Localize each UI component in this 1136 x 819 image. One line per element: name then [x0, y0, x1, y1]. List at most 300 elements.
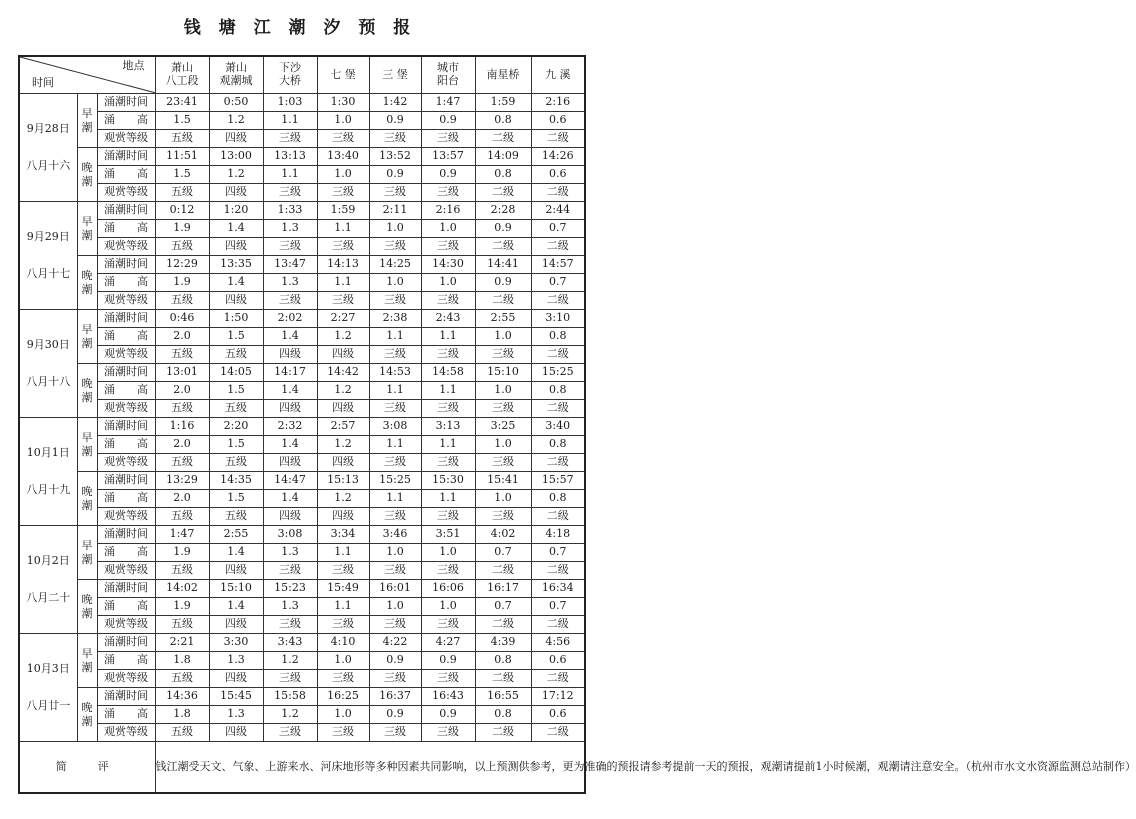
viewing-grade-cell: 四级: [263, 454, 317, 472]
tide-time-cell: 13:40: [317, 148, 369, 166]
tide-time-cell: 3:30: [209, 634, 263, 652]
tide-forecast-table: [18, 55, 1136, 794]
tide-height-cell: 1.4: [263, 490, 317, 508]
tide-time-cell: 1:59: [475, 94, 531, 112]
tide-time-cell: 0:50: [209, 94, 263, 112]
tide-time-cell: 1:42: [369, 94, 421, 112]
tide-height-cell: 1.0: [369, 598, 421, 616]
tide-time-cell: 1:47: [421, 94, 475, 112]
table-row: [19, 598, 585, 616]
tide-height-cell: 0.6: [531, 706, 585, 724]
tide-time-cell: 15:30: [421, 472, 475, 490]
lunar-date: 八月十七: [26, 266, 71, 280]
tide-height-cell: 1.3: [209, 706, 263, 724]
viewing-grade-cell: 二级: [475, 238, 531, 256]
viewing-grade-cell: 二级: [531, 292, 585, 310]
viewing-grade-cell: 三级: [421, 400, 475, 418]
lunar-date: 八月廿一: [26, 698, 71, 712]
tide-height-cell: 1.0: [369, 274, 421, 292]
tide-time-cell: 17:12: [531, 688, 585, 706]
tide-height-cell: 1.0: [369, 544, 421, 562]
viewing-grade-cell: 三级: [369, 562, 421, 580]
tide-height-cell: 1.5: [209, 328, 263, 346]
viewing-grade-cell: 三级: [263, 184, 317, 202]
viewing-grade-cell: 三级: [263, 130, 317, 148]
tide-time-cell: 2:20: [209, 418, 263, 436]
location-name-line: 萧山: [225, 61, 247, 75]
viewing-grade-cell: 五级: [209, 400, 263, 418]
tide-time-cell: 2:16: [531, 94, 585, 112]
tide-height-cell: 1.0: [421, 544, 475, 562]
location-header: [317, 56, 369, 94]
viewing-grade-cell: 二级: [531, 562, 585, 580]
viewing-grade-cell: 四级: [317, 346, 369, 364]
item-label: 观赏等级: [97, 670, 155, 688]
tide-height-cell: 1.5: [155, 166, 209, 184]
tide-time-cell: 15:45: [209, 688, 263, 706]
item-label: 涌 高: [97, 598, 155, 616]
tide-height-cell: 1.4: [209, 220, 263, 238]
table-row: [19, 706, 585, 724]
tide-period-char: 早: [81, 430, 93, 444]
viewing-grade-cell: 三级: [317, 238, 369, 256]
viewing-grade-cell: 四级: [209, 238, 263, 256]
item-label: 涌 高: [97, 544, 155, 562]
viewing-grade-cell: 三级: [317, 670, 369, 688]
tide-height-cell: 2.0: [155, 382, 209, 400]
tide-height-cell: 1.5: [209, 490, 263, 508]
tide-height-cell: 1.2: [317, 328, 369, 346]
item-label: 涌 高: [97, 706, 155, 724]
location-header: [369, 56, 421, 94]
tide-height-cell: 1.5: [155, 112, 209, 130]
tide-height-cell: 0.9: [369, 652, 421, 670]
table-row: [19, 94, 585, 112]
item-label: 涌 高: [97, 490, 155, 508]
viewing-grade-cell: 五级: [155, 292, 209, 310]
tide-height-cell: 1.1: [369, 490, 421, 508]
location-header: [531, 56, 585, 94]
tide-period-char: 潮: [81, 498, 93, 512]
viewing-grade-cell: 五级: [155, 508, 209, 526]
tide-time-cell: 14:09: [475, 148, 531, 166]
date-cell: [19, 202, 77, 310]
location-header: [155, 56, 209, 94]
viewing-grade-cell: 五级: [209, 454, 263, 472]
location-name-line: 七 堡: [330, 67, 356, 81]
table-row: [19, 490, 585, 508]
location-header: [475, 56, 531, 94]
viewing-grade-cell: 三级: [369, 670, 421, 688]
tide-period-char: 潮: [81, 444, 93, 458]
viewing-grade-cell: 三级: [369, 130, 421, 148]
tide-height-cell: 1.4: [209, 274, 263, 292]
tide-period-char: 潮: [81, 174, 93, 188]
tide-period-label: [77, 580, 97, 634]
tide-time-cell: 2:27: [317, 310, 369, 328]
tide-period-char: 晚: [81, 160, 93, 174]
tide-time-cell: 12:29: [155, 256, 209, 274]
location-name-line: 九 溪: [545, 67, 571, 81]
viewing-grade-cell: 二级: [531, 130, 585, 148]
tide-time-cell: 0:46: [155, 310, 209, 328]
tide-height-cell: 0.6: [531, 166, 585, 184]
tide-time-cell: 14:41: [475, 256, 531, 274]
tide-time-cell: 1:47: [155, 526, 209, 544]
tide-time-cell: 1:03: [263, 94, 317, 112]
solar-date: 9月30日: [26, 337, 70, 351]
tide-height-cell: 0.9: [421, 652, 475, 670]
item-label: 涌 高: [97, 652, 155, 670]
table-row: [19, 166, 585, 184]
tide-height-cell: 1.9: [155, 274, 209, 292]
tide-height-cell: 1.1: [369, 382, 421, 400]
tide-time-cell: 13:13: [263, 148, 317, 166]
viewing-grade-cell: 二级: [475, 562, 531, 580]
date-cell: [19, 526, 77, 634]
item-label: 涌潮时间: [97, 580, 155, 598]
solar-date: 9月28日: [26, 121, 70, 135]
tide-height-cell: 0.7: [531, 274, 585, 292]
tide-time-cell: 2:16: [421, 202, 475, 220]
tide-height-cell: 0.8: [531, 328, 585, 346]
tide-height-cell: 1.4: [209, 598, 263, 616]
tide-height-cell: 1.1: [263, 112, 317, 130]
tide-height-cell: 1.0: [317, 166, 369, 184]
tide-height-cell: 1.5: [209, 436, 263, 454]
tide-height-cell: 1.2: [263, 652, 317, 670]
tide-time-cell: 13:57: [421, 148, 475, 166]
comment-row: [19, 742, 585, 794]
tide-time-cell: 14:02: [155, 580, 209, 598]
viewing-grade-cell: 三级: [369, 508, 421, 526]
tide-height-cell: 1.0: [475, 490, 531, 508]
tide-time-cell: 2:32: [263, 418, 317, 436]
tide-height-cell: 1.0: [369, 220, 421, 238]
tide-height-cell: 0.7: [531, 544, 585, 562]
viewing-grade-cell: 二级: [531, 670, 585, 688]
viewing-grade-cell: 二级: [475, 184, 531, 202]
tide-time-cell: 15:13: [317, 472, 369, 490]
tide-height-cell: 2.0: [155, 328, 209, 346]
item-label: 涌潮时间: [97, 688, 155, 706]
place-label: 地点: [122, 59, 145, 72]
tide-time-cell: 14:47: [263, 472, 317, 490]
tide-time-cell: 1:30: [317, 94, 369, 112]
table-row: [19, 454, 585, 472]
tide-period-label: [77, 202, 97, 256]
tide-time-cell: 16:17: [475, 580, 531, 598]
tide-height-cell: 1.9: [155, 220, 209, 238]
tide-time-cell: 14:30: [421, 256, 475, 274]
viewing-grade-cell: 四级: [209, 562, 263, 580]
tide-time-cell: 3:10: [531, 310, 585, 328]
solar-date: 9月29日: [26, 229, 70, 243]
tide-period-label: [77, 472, 97, 526]
viewing-grade-cell: 三级: [421, 616, 475, 634]
lunar-date: 八月十八: [26, 374, 71, 388]
tide-time-cell: 15:49: [317, 580, 369, 598]
tide-height-cell: 1.1: [369, 328, 421, 346]
location-name-line: 八工段: [165, 74, 199, 87]
tide-period-char: 早: [81, 538, 93, 552]
date-cell: [19, 310, 77, 418]
tide-time-cell: 4:56: [531, 634, 585, 652]
tide-height-cell: 1.2: [317, 436, 369, 454]
tide-period-char: 早: [81, 646, 93, 660]
tide-time-cell: 14:17: [263, 364, 317, 382]
tide-time-cell: 15:25: [369, 472, 421, 490]
table-row: [19, 238, 585, 256]
viewing-grade-cell: 三级: [475, 454, 531, 472]
viewing-grade-cell: 五级: [155, 562, 209, 580]
item-label: 涌潮时间: [97, 256, 155, 274]
tide-height-cell: 1.1: [317, 274, 369, 292]
tide-period-label: [77, 310, 97, 364]
table-row: [19, 580, 585, 598]
viewing-grade-cell: 五级: [155, 130, 209, 148]
tide-height-cell: 1.8: [155, 706, 209, 724]
viewing-grade-cell: 二级: [531, 616, 585, 634]
viewing-grade-cell: 三级: [263, 562, 317, 580]
lunar-date: 八月十六: [26, 158, 71, 172]
tide-period-label: [77, 688, 97, 742]
tide-height-cell: 1.3: [263, 274, 317, 292]
tide-time-cell: 2:44: [531, 202, 585, 220]
tide-time-cell: 16:37: [369, 688, 421, 706]
viewing-grade-cell: 三级: [317, 130, 369, 148]
viewing-grade-cell: 三级: [317, 616, 369, 634]
tide-height-cell: 0.9: [475, 274, 531, 292]
tide-height-cell: 0.9: [475, 220, 531, 238]
tide-time-cell: 15:23: [263, 580, 317, 598]
location-header: [421, 56, 475, 94]
viewing-grade-cell: 四级: [209, 670, 263, 688]
tide-time-cell: 14:26: [531, 148, 585, 166]
viewing-grade-cell: 三级: [475, 400, 531, 418]
tide-height-cell: 0.8: [531, 436, 585, 454]
tide-time-cell: 13:01: [155, 364, 209, 382]
tide-time-cell: 14:35: [209, 472, 263, 490]
viewing-grade-cell: 三级: [421, 562, 475, 580]
solar-date: 10月2日: [26, 553, 70, 567]
viewing-grade-cell: 四级: [317, 454, 369, 472]
lunar-date: 八月二十: [26, 590, 71, 604]
tide-period-char: 潮: [81, 336, 93, 350]
viewing-grade-cell: 四级: [263, 346, 317, 364]
tide-time-cell: 2:55: [209, 526, 263, 544]
viewing-grade-cell: 三级: [369, 400, 421, 418]
viewing-grade-cell: 四级: [209, 184, 263, 202]
item-label: 涌 高: [97, 328, 155, 346]
viewing-grade-cell: 三级: [421, 184, 475, 202]
table-row: [19, 382, 585, 400]
tide-height-cell: 1.4: [263, 382, 317, 400]
item-label: 涌 高: [97, 166, 155, 184]
viewing-grade-cell: 三级: [421, 670, 475, 688]
viewing-grade-cell: 二级: [531, 184, 585, 202]
tide-period-char: 潮: [81, 228, 93, 242]
tide-time-cell: 14:53: [369, 364, 421, 382]
tide-time-cell: 2:38: [369, 310, 421, 328]
viewing-grade-cell: 三级: [369, 616, 421, 634]
tide-period-char: 晚: [81, 592, 93, 606]
tide-height-cell: 1.2: [209, 166, 263, 184]
tide-height-cell: 1.1: [317, 220, 369, 238]
tide-height-cell: 1.3: [263, 598, 317, 616]
solar-date: 10月3日: [26, 661, 70, 675]
tide-height-cell: 1.0: [421, 274, 475, 292]
viewing-grade-cell: 二级: [475, 670, 531, 688]
tide-time-cell: 16:06: [421, 580, 475, 598]
tide-height-cell: 1.0: [317, 652, 369, 670]
table-row: [19, 418, 585, 436]
viewing-grade-cell: 三级: [475, 346, 531, 364]
tide-time-cell: 3:51: [421, 526, 475, 544]
viewing-grade-cell: 五级: [155, 238, 209, 256]
tide-time-cell: 3:13: [421, 418, 475, 436]
tide-time-cell: 23:41: [155, 94, 209, 112]
tide-time-cell: 15:10: [209, 580, 263, 598]
viewing-grade-cell: 四级: [317, 400, 369, 418]
viewing-grade-cell: 五级: [209, 346, 263, 364]
viewing-grade-cell: 五级: [155, 616, 209, 634]
table-row: [19, 724, 585, 742]
viewing-grade-cell: 三级: [263, 292, 317, 310]
tide-time-cell: 4:22: [369, 634, 421, 652]
time-label: 时间: [32, 76, 54, 90]
tide-time-cell: 4:18: [531, 526, 585, 544]
tide-period-char: 晚: [81, 700, 93, 714]
item-label: 观赏等级: [97, 616, 155, 634]
tide-height-cell: 0.8: [475, 706, 531, 724]
tide-height-cell: 0.8: [475, 112, 531, 130]
tide-time-cell: 3:08: [263, 526, 317, 544]
item-label: 涌潮时间: [97, 94, 155, 112]
table-row: [19, 328, 585, 346]
tide-period-label: [77, 94, 97, 148]
viewing-grade-cell: 三级: [263, 616, 317, 634]
viewing-grade-cell: 四级: [209, 130, 263, 148]
viewing-grade-cell: 四级: [263, 400, 317, 418]
tide-height-cell: 1.3: [263, 544, 317, 562]
tide-time-cell: 14:42: [317, 364, 369, 382]
item-label: 涌潮时间: [97, 202, 155, 220]
table-row: [19, 220, 585, 238]
viewing-grade-cell: 四级: [209, 616, 263, 634]
location-name-line: 观潮城: [219, 74, 253, 87]
tide-time-cell: 4:39: [475, 634, 531, 652]
tide-time-cell: 1:59: [317, 202, 369, 220]
item-label: 涌潮时间: [97, 364, 155, 382]
viewing-grade-cell: 三级: [369, 292, 421, 310]
location-header: [263, 56, 317, 94]
comment-text: 钱江潮受天文、气象、上游来水、河床地形等多种因素共同影响，以上预测供参考，更为准确的预报请参考提前一天的预报，观潮请提前1小时候潮，观潮请注意安全。（杭州市水文水资源监测总站制作）: [155, 742, 585, 794]
viewing-grade-cell: 四级: [263, 508, 317, 526]
item-label: 涌潮时间: [97, 526, 155, 544]
tide-height-cell: 2.0: [155, 490, 209, 508]
table-row: [19, 472, 585, 490]
lunar-date: 八月十九: [26, 482, 71, 496]
tide-height-cell: 0.9: [369, 112, 421, 130]
tide-height-cell: 1.2: [263, 706, 317, 724]
tide-period-char: 潮: [81, 714, 93, 728]
tide-height-cell: 1.1: [421, 490, 475, 508]
viewing-grade-cell: 三级: [421, 508, 475, 526]
tide-height-cell: 1.1: [421, 436, 475, 454]
table-row: [19, 616, 585, 634]
tide-period-char: 晚: [81, 268, 93, 282]
tide-height-cell: 0.9: [369, 166, 421, 184]
tide-height-cell: 1.0: [475, 436, 531, 454]
tide-period-char: 潮: [81, 606, 93, 620]
tide-height-cell: 1.1: [317, 544, 369, 562]
tide-period-char: 晚: [81, 376, 93, 390]
tide-height-cell: 0.9: [369, 706, 421, 724]
table-row: [19, 310, 585, 328]
tide-height-cell: 1.0: [317, 706, 369, 724]
tide-period-label: [77, 148, 97, 202]
tide-time-cell: 3:08: [369, 418, 421, 436]
tide-time-cell: 3:40: [531, 418, 585, 436]
tide-height-cell: 0.7: [531, 598, 585, 616]
tide-time-cell: 14:58: [421, 364, 475, 382]
tide-period-char: 早: [81, 106, 93, 120]
tide-period-label: [77, 526, 97, 580]
tide-height-cell: 1.3: [263, 220, 317, 238]
item-label: 涌 高: [97, 436, 155, 454]
viewing-grade-cell: 三级: [369, 724, 421, 742]
table-row: [19, 148, 585, 166]
tide-time-cell: 1:20: [209, 202, 263, 220]
tide-height-cell: 1.9: [155, 544, 209, 562]
table-row: [19, 130, 585, 148]
tide-period-label: [77, 418, 97, 472]
tide-time-cell: 2:11: [369, 202, 421, 220]
item-label: 观赏等级: [97, 562, 155, 580]
tide-time-cell: 2:21: [155, 634, 209, 652]
viewing-grade-cell: 三级: [421, 292, 475, 310]
tide-height-cell: 0.8: [475, 166, 531, 184]
header-corner: [19, 56, 155, 94]
item-label: 观赏等级: [97, 508, 155, 526]
table-row: [19, 346, 585, 364]
tide-height-cell: 0.8: [531, 490, 585, 508]
viewing-grade-cell: 三级: [317, 292, 369, 310]
tide-height-cell: 0.6: [531, 652, 585, 670]
tide-time-cell: 14:05: [209, 364, 263, 382]
viewing-grade-cell: 四级: [209, 724, 263, 742]
tide-period-label: [77, 634, 97, 688]
tide-time-cell: 16:34: [531, 580, 585, 598]
item-label: 观赏等级: [97, 130, 155, 148]
viewing-grade-cell: 三级: [369, 454, 421, 472]
tide-height-cell: 1.0: [475, 382, 531, 400]
date-cell: [19, 94, 77, 202]
table-row: [19, 652, 585, 670]
location-name-line: 南星桥: [486, 67, 520, 81]
item-label: 观赏等级: [97, 292, 155, 310]
tide-time-cell: 15:58: [263, 688, 317, 706]
viewing-grade-cell: 三级: [421, 724, 475, 742]
viewing-grade-cell: 三级: [369, 346, 421, 364]
tide-period-char: 早: [81, 322, 93, 336]
tide-height-cell: 1.2: [209, 112, 263, 130]
viewing-grade-cell: 三级: [263, 670, 317, 688]
viewing-grade-cell: 三级: [263, 238, 317, 256]
tide-period-char: 潮: [81, 120, 93, 134]
table-row: [19, 184, 585, 202]
